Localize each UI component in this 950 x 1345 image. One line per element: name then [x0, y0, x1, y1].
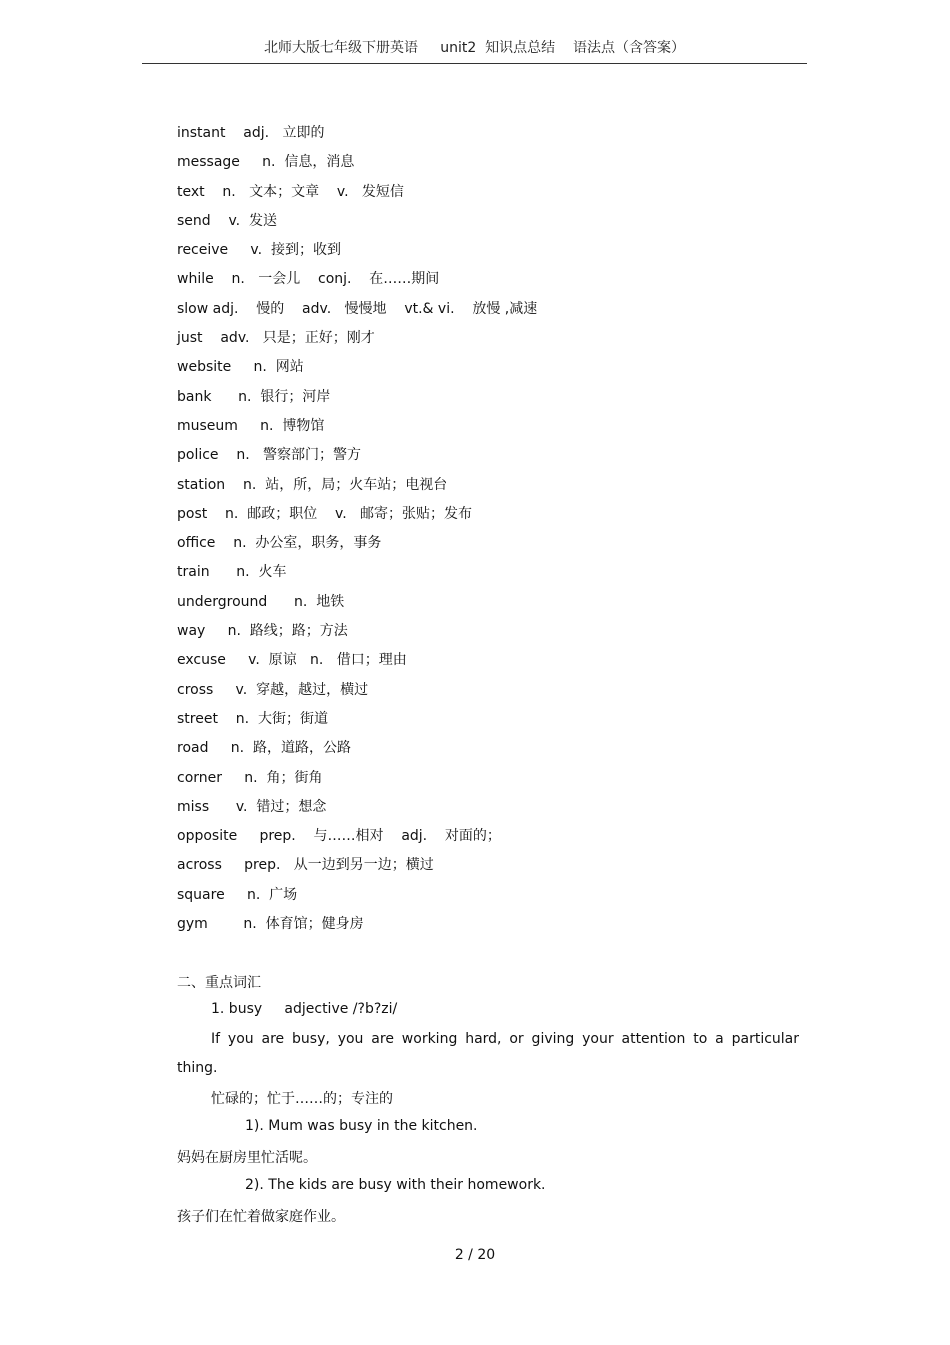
vocab-item: text n. 文本；文章 v. 发短信: [177, 183, 404, 200]
vocab-item: message n. 信息，消息: [177, 154, 355, 171]
example-sentence: 2). The kids are busy with their homework.: [245, 1177, 546, 1193]
vocab-item: website n. 网站: [177, 359, 304, 376]
vocab-item: post n. 邮政；职位 v. 邮寄；张贴；发布: [177, 505, 473, 522]
vocab-item: street n. 大街；街道: [177, 710, 328, 727]
header-rule: [142, 63, 807, 64]
vocab-item: underground n. 地铁: [177, 593, 345, 610]
vocab-item: excuse v. 原谅 n. 借口；理由: [177, 652, 407, 669]
vocab-item: bank n. 银行；河岸: [177, 388, 331, 405]
definition-text-cont: thing.: [177, 1060, 218, 1076]
vocab-item: across prep. 从一边到另一边；横过: [177, 857, 434, 874]
vocab-item: road n. 路，道路，公路: [177, 740, 351, 757]
vocab-item: opposite prep. 与……相对 adj. 对面的；: [177, 828, 501, 845]
page-header: 北师大版七年级下册英语 unit2 知识点总结 语法点（含答案）: [264, 40, 685, 56]
vocab-item: way n. 路线；路；方法: [177, 623, 348, 640]
page-number: 2 / 20: [454, 1247, 496, 1263]
vocab-item: gym n. 体育馆；健身房: [177, 916, 364, 933]
vocab-item: police n. 警察部门；警方: [177, 447, 362, 464]
example-translation: 妈妈在厨房里忙活呢。: [177, 1150, 317, 1166]
vocab-item: office n. 办公室，职务，事务: [177, 535, 382, 552]
section-heading: 二、重点词汇: [177, 975, 261, 991]
vocab-item: square n. 广场: [177, 886, 298, 903]
vocab-item: cross v. 穿越，越过，横过: [177, 681, 369, 698]
vocab-item: museum n. 博物馆: [177, 417, 325, 434]
vocab-item: just adv. 只是；正好；刚才: [177, 330, 375, 347]
word-entry-title: 1. busy adjective /?b?zi/: [211, 1001, 398, 1017]
vocab-item: train n. 火车: [177, 564, 287, 581]
example-translation: 孩子们在忙着做家庭作业。: [177, 1209, 345, 1225]
vocab-item: miss v. 错过；想念: [177, 798, 327, 815]
vocab-item: receive v. 接到；收到: [177, 242, 341, 259]
example-sentence: 1). Mum was busy in the kitchen.: [245, 1118, 478, 1134]
vocab-item: send v. 发送: [177, 212, 278, 229]
definition-text: If you are busy, you are working hard, or giving your attention to a particular: [211, 1031, 799, 1047]
vocab-item: station n. 站，所，局；火车站；电视台: [177, 476, 448, 493]
chinese-meaning: 忙碌的；忙于……的；专注的: [211, 1091, 393, 1107]
vocab-item: corner n. 角；街角: [177, 769, 323, 786]
vocab-item: slow adj. 慢的 adv. 慢慢地 vt.& vi. 放慢 ,减速: [177, 300, 538, 317]
vocabulary-list: [177, 119, 537, 939]
vocab-item: while n. 一会儿 conj. 在……期间: [177, 271, 440, 288]
vocab-item: instant adj. 立即的: [177, 125, 325, 141]
